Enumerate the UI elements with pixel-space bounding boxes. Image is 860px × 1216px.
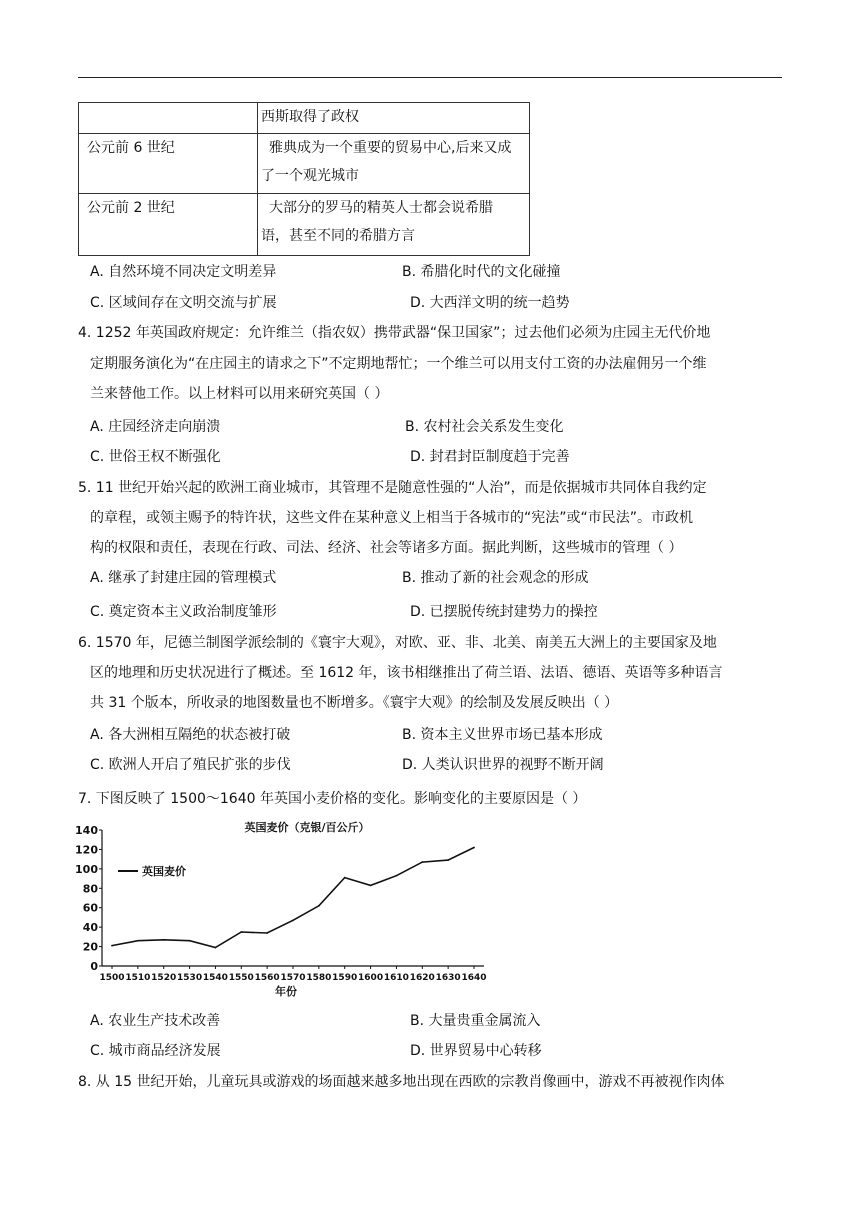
x-tick-label: 1630 xyxy=(435,973,461,983)
q7-option-b: B. 大量贵重金属流入 xyxy=(410,1013,541,1029)
q6-text-line-2: 区的地理和历史状况进行了概述。至 1612 年，该书相继推出了荷兰语、法语、德语、英语等多种语言 xyxy=(90,665,723,681)
event-line: 雅典成为一个重要的贸易中心,后来又成 xyxy=(269,140,512,156)
y-tick-label: 40 xyxy=(82,921,98,935)
q6-text-line-1: 6. 1570 年，尼德兰制图学派绘制的《寰宇大观》，对欧、亚、非、北美、南美五大洲上的主要国家及地 xyxy=(78,635,717,651)
q4-option-a: A. 庄园经济走向崩溃 xyxy=(90,419,221,435)
x-tick-label: 1560 xyxy=(254,973,280,983)
y-tick-label: 140 xyxy=(75,824,98,837)
q4-option-b: B. 农村社会关系发生变化 xyxy=(405,419,564,435)
q7-option-a: A. 农业生产技术改善 xyxy=(90,1013,221,1029)
q4-option-c: C. 世俗王权不断强化 xyxy=(90,449,221,465)
x-tick-label: 1640 xyxy=(461,973,487,983)
data-point xyxy=(292,919,294,921)
data-point xyxy=(473,847,475,849)
data-point xyxy=(111,945,113,947)
data-point xyxy=(344,877,346,879)
table-row xyxy=(79,134,530,194)
table-row xyxy=(79,194,530,256)
x-tick-label: 1520 xyxy=(151,973,177,983)
data-point xyxy=(240,931,242,933)
data-point xyxy=(396,875,398,877)
q5-option-c: C. 奠定资本主义政治制度雏形 xyxy=(90,604,277,620)
q5-option-d: D. 已摆脱传统封建势力的操控 xyxy=(410,604,598,620)
data-point xyxy=(215,947,217,949)
data-point xyxy=(318,905,320,907)
q6-option-a: A. 各大洲相互隔绝的状态被打破 xyxy=(90,727,291,743)
data-point xyxy=(447,859,449,861)
q7-option-c: C. 城市商品经济发展 xyxy=(90,1043,221,1059)
q5-text-line-3: 构的权限和责任，表现在行政、司法、经济、社会等诸多方面。据此判断，这些城市的管理（ ） xyxy=(90,540,683,556)
q6-text-line-3: 共 31 个版本，所收录的地图数量也不断增多。《寰宇大观》的绘制及发展反映出（ ） xyxy=(90,695,619,711)
table-cell-time: 公元前 2 世纪 xyxy=(79,194,258,256)
wheat-price-chart xyxy=(75,816,498,1000)
x-axis-label: 年份 xyxy=(275,985,297,998)
x-tick-label: 1590 xyxy=(332,973,358,983)
x-tick-label: 1540 xyxy=(202,973,228,983)
data-point xyxy=(137,940,139,942)
x-tick-label: 1530 xyxy=(177,973,203,983)
x-tick-label: 1600 xyxy=(358,973,384,983)
chart-title: 英国麦价（克银/百公斤） xyxy=(244,821,370,834)
y-tick-label: 60 xyxy=(82,901,98,915)
q4-text-line-1: 4. 1252 年英国政府规定：允许维兰（指农奴）携带武器“保卫国家”；过去他们必须为庄园主无代价地 xyxy=(78,325,711,341)
y-tick-label: 20 xyxy=(82,940,98,954)
data-point xyxy=(370,884,372,886)
x-tick-label: 1500 xyxy=(99,973,125,983)
data-point xyxy=(266,932,268,934)
x-tick-label: 1510 xyxy=(125,973,151,983)
q6-option-d: D. 人类认识世界的视野不断开阔 xyxy=(402,757,604,773)
q6-option-c: C. 欧洲人开启了殖民扩张的步伐 xyxy=(90,757,291,773)
q3-option-d: D. 大西洋文明的统一趋势 xyxy=(410,295,570,311)
q4-text-line-2: 定期服务演化为“在庄园主的请求之下”不定期地帮忙；一个维兰可以用支付工资的办法雇佣另一个维 xyxy=(90,356,707,372)
x-tick-label: 1550 xyxy=(228,973,254,983)
table-row xyxy=(79,103,530,134)
q6-option-b: B. 资本主义世界市场已基本形成 xyxy=(402,727,603,743)
data-point xyxy=(421,861,423,863)
y-tick-label: 100 xyxy=(75,862,98,876)
table-cell-event xyxy=(258,194,530,256)
q5-text-line-1: 5. 11 世纪开始兴起的欧洲工商业城市，其管理不是随意性强的“人治”，而是依据城市共同体自我约定 xyxy=(78,480,707,496)
timeline-table xyxy=(78,102,530,256)
x-tick-label: 1580 xyxy=(306,973,332,983)
q3-option-c: C. 区域间存在文明交流与扩展 xyxy=(90,295,277,311)
q4-text-line-3: 兰来替他工作。以上材料可以用来研究英国（ ） xyxy=(90,386,389,402)
x-tick-label: 1570 xyxy=(280,973,306,983)
q5-text-line-2: 的章程，或领主赐予的特许状，这些文件在某种意义上相当于各城市的“宪法”或“市民法”。市政机 xyxy=(90,510,694,526)
y-tick-label: 0 xyxy=(90,960,98,973)
data-point xyxy=(189,940,191,942)
y-tick-label: 80 xyxy=(82,882,98,896)
q4-option-d: D. 封君封臣制度趋于完善 xyxy=(410,449,570,465)
q8-text-line-1: 8. 从 15 世纪开始，儿童玩具或游戏的场面越来越多地出现在西欧的宗教肖像画中，游戏不再被视作肉体 xyxy=(78,1074,725,1090)
header-rule xyxy=(78,77,782,78)
event-line: 语，甚至不同的希腊方言 xyxy=(261,228,415,244)
q5-option-b: B. 推动了新的社会观念的形成 xyxy=(402,570,589,586)
series-line-wheat-price xyxy=(112,848,474,948)
q3-option-a: A. 自然环境不同决定文明差异 xyxy=(90,264,277,280)
x-tick-label: 1610 xyxy=(383,973,409,983)
table-cell-event xyxy=(258,134,530,194)
q5-option-a: A. 继承了封建庄园的管理模式 xyxy=(90,570,277,586)
event-line: 大部分的罗马的精英人士都会说希腊 xyxy=(269,200,493,216)
table-cell-time: 公元前 6 世纪 xyxy=(79,134,258,194)
event-line: 西斯取得了政权 xyxy=(261,109,359,125)
q3-option-b: B. 希腊化时代的文化碰撞 xyxy=(402,264,561,280)
y-tick-label: 120 xyxy=(75,843,98,857)
event-line: 了一个观光城市 xyxy=(261,168,359,184)
legend-label: 英国麦价 xyxy=(142,865,186,878)
table-cell-event xyxy=(258,103,530,134)
x-tick-label: 1620 xyxy=(409,973,435,983)
data-point xyxy=(163,939,165,941)
table-cell-time xyxy=(79,103,258,134)
q7-text-line-1: 7. 下图反映了 1500～1640 年英国小麦价格的变化。影响变化的主要原因是（ ） xyxy=(78,791,587,807)
q7-option-d: D. 世界贸易中心转移 xyxy=(410,1043,542,1059)
